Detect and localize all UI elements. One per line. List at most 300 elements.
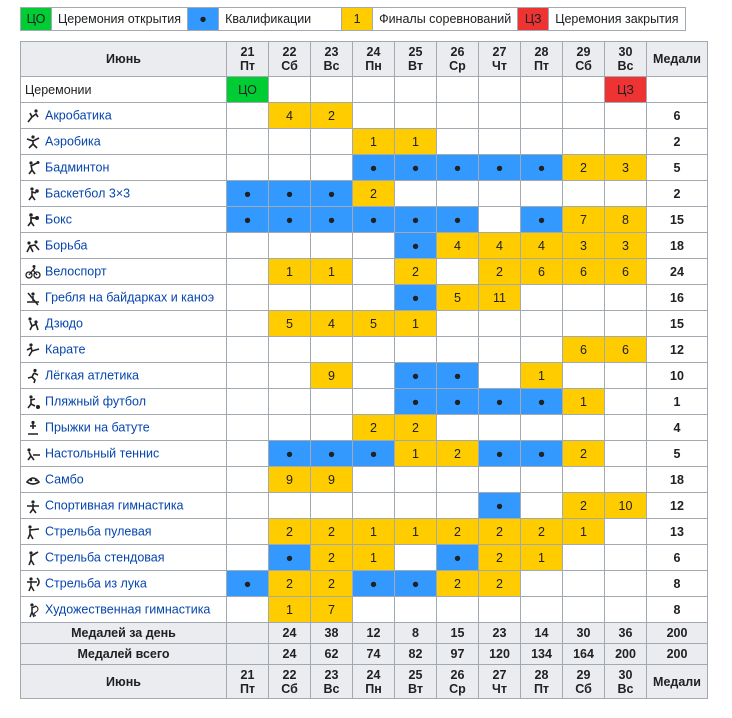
schedule-cell	[479, 207, 521, 233]
qualification-cell: ●	[395, 285, 437, 311]
sport-link[interactable]: Спортивная гимнастика	[45, 497, 184, 512]
sport-row	[21, 571, 708, 597]
sport-link[interactable]: Прыжки на батуте	[45, 419, 150, 434]
sport-name-cell	[21, 441, 227, 467]
qualification-cell: ●	[479, 441, 521, 467]
sport-name-cell	[21, 545, 227, 571]
sport-medals-total: 10	[647, 363, 708, 389]
schedule-cell	[437, 415, 479, 441]
ceremony-cell	[395, 77, 437, 103]
day-number: 25	[408, 45, 423, 59]
schedule-cell	[563, 285, 605, 311]
schedule-cell	[521, 103, 563, 129]
karate-icon	[25, 342, 41, 358]
schedule-cell	[227, 155, 269, 181]
schedule-cell	[353, 389, 395, 415]
final-cell: 4	[479, 233, 521, 259]
ceremony-medals-cell	[647, 77, 708, 103]
day-number: 23	[324, 45, 339, 59]
sport-medals-total: 15	[647, 207, 708, 233]
schedule-cell	[269, 129, 311, 155]
legend-opening-swatch: ЦО	[21, 8, 52, 31]
day-of-week: Пт	[533, 59, 550, 73]
final-cell: 1	[353, 519, 395, 545]
basketball-icon	[25, 186, 41, 202]
schedule-cell	[353, 363, 395, 389]
sport-medals-total: 6	[647, 545, 708, 571]
schedule-cell	[311, 493, 353, 519]
final-cell: 6	[521, 259, 563, 285]
final-cell: 2	[437, 571, 479, 597]
sambo-icon	[25, 472, 41, 488]
final-cell: 1	[395, 129, 437, 155]
legend-qualification-swatch: ●	[188, 8, 219, 31]
canoeing-icon	[25, 290, 41, 306]
day-of-week: Вс	[323, 681, 340, 696]
schedule-cell	[269, 155, 311, 181]
sport-row	[21, 545, 708, 571]
sport-link[interactable]: Самбо	[45, 471, 84, 486]
daily-medals-row-value: 23	[479, 623, 521, 644]
qualification-cell: ●	[269, 181, 311, 207]
final-cell: 4	[269, 103, 311, 129]
final-cell: 1	[395, 311, 437, 337]
schedule-cell	[605, 415, 647, 441]
final-cell: 10	[605, 493, 647, 519]
header-day-23	[311, 42, 353, 77]
final-cell: 2	[479, 545, 521, 571]
schedule-cell	[353, 285, 395, 311]
schedule-cell	[521, 337, 563, 363]
ceremony-cell	[311, 77, 353, 103]
ceremony-cell	[437, 77, 479, 103]
final-cell: 2	[395, 415, 437, 441]
final-cell: 1	[563, 389, 605, 415]
schedule-cell	[227, 311, 269, 337]
final-cell: 2	[479, 519, 521, 545]
footer-day-29	[563, 665, 605, 699]
day-of-week: Ср	[449, 59, 466, 73]
cumulative-medals-row-value: 74	[353, 644, 395, 665]
closing-ceremony-cell: ЦЗ	[605, 77, 647, 103]
qualification-cell: ●	[353, 155, 395, 181]
day-of-week: Чт	[492, 59, 507, 73]
schedule-cell	[269, 337, 311, 363]
schedule-cell	[437, 467, 479, 493]
final-cell: 2	[311, 545, 353, 571]
schedule-cell	[605, 311, 647, 337]
day-number: 28	[534, 667, 549, 682]
sport-link[interactable]: Баскетбол 3×3	[45, 185, 131, 200]
sport-link[interactable]: Стрельба из лука	[45, 575, 147, 590]
schedule-cell	[479, 467, 521, 493]
final-cell: 2	[563, 155, 605, 181]
schedule-cell	[563, 103, 605, 129]
footer-header-row	[21, 665, 708, 699]
schedule-cell	[479, 363, 521, 389]
schedule-cell	[269, 233, 311, 259]
sport-name-cell	[21, 103, 227, 129]
schedule-cell	[311, 233, 353, 259]
header-day-26	[437, 42, 479, 77]
schedule-cell	[521, 181, 563, 207]
qualification-cell: ●	[227, 207, 269, 233]
schedule-cell	[311, 129, 353, 155]
qualification-cell: ●	[521, 155, 563, 181]
day-number: 21	[240, 45, 255, 59]
day-of-week: Пт	[533, 681, 550, 696]
schedule-cell	[353, 467, 395, 493]
qualification-cell: ●	[437, 155, 479, 181]
final-cell: 5	[353, 311, 395, 337]
day-number: 29	[576, 667, 591, 682]
final-cell: 1	[353, 129, 395, 155]
shotgun-icon	[25, 550, 41, 566]
sport-row	[21, 181, 708, 207]
schedule-cell	[479, 129, 521, 155]
acrobatics-icon	[25, 108, 41, 124]
final-cell: 2	[311, 571, 353, 597]
day-number: 26	[450, 667, 465, 682]
final-cell: 1	[311, 259, 353, 285]
day-of-week: Сб	[281, 59, 298, 73]
day-number: 24	[366, 45, 381, 59]
qualification-cell: ●	[437, 363, 479, 389]
footer-day-23	[311, 665, 353, 699]
final-cell: 9	[311, 467, 353, 493]
gymnastics-icon	[25, 498, 41, 514]
qualification-cell: ●	[395, 363, 437, 389]
header-day-21	[227, 42, 269, 77]
rhythmic-gymnastics-icon	[25, 602, 41, 618]
day-of-week: Чт	[492, 681, 507, 696]
opening-ceremony-cell: ЦО	[227, 77, 269, 103]
schedule-cell	[605, 467, 647, 493]
schedule-cell	[521, 493, 563, 519]
schedule-cell	[311, 389, 353, 415]
final-cell: 9	[269, 467, 311, 493]
final-cell: 5	[269, 311, 311, 337]
final-cell: 4	[521, 233, 563, 259]
schedule-cell	[605, 597, 647, 623]
day-number: 23	[324, 667, 339, 682]
sport-row	[21, 155, 708, 181]
schedule-cell	[479, 597, 521, 623]
header-day-24	[353, 42, 395, 77]
day-of-week: Вс	[617, 681, 634, 696]
sport-name-cell	[21, 311, 227, 337]
qualification-cell: ●	[521, 207, 563, 233]
wrestling-icon	[25, 238, 41, 254]
day-number: 21	[240, 667, 255, 682]
qualification-cell: ●	[227, 181, 269, 207]
sport-link[interactable]: Аэробика	[45, 133, 101, 148]
footer-day-27	[479, 665, 521, 699]
aerobics-icon	[25, 134, 41, 150]
final-cell: 2	[563, 441, 605, 467]
qualification-cell: ●	[269, 441, 311, 467]
daily-medals-row-value: 30	[563, 623, 605, 644]
day-of-week: Пн	[365, 59, 382, 73]
final-cell: 3	[605, 155, 647, 181]
header-row	[21, 42, 708, 77]
sport-name-cell	[21, 129, 227, 155]
schedule-cell	[563, 571, 605, 597]
daily-medals-row-value: 24	[269, 623, 311, 644]
qualification-cell: ●	[395, 389, 437, 415]
schedule-table	[20, 41, 708, 699]
schedule-cell	[395, 103, 437, 129]
day-of-week: Пт	[239, 681, 256, 696]
schedule-cell	[395, 493, 437, 519]
final-cell: 2	[563, 493, 605, 519]
legend-final-swatch: 1	[342, 8, 373, 31]
sport-row	[21, 519, 708, 545]
sport-name-cell	[21, 207, 227, 233]
judo-icon	[25, 316, 41, 332]
daily-medals-row	[21, 623, 708, 644]
footer-day-24	[353, 665, 395, 699]
sport-row	[21, 389, 708, 415]
schedule-cell	[395, 597, 437, 623]
sport-link[interactable]: Бокс	[45, 211, 73, 226]
daily-medals-row-value: 38	[311, 623, 353, 644]
final-cell: 2	[395, 259, 437, 285]
qualification-cell: ●	[479, 155, 521, 181]
schedule-cell	[437, 493, 479, 519]
schedule-cell	[227, 337, 269, 363]
sport-link[interactable]: Художественная гимнастика	[45, 601, 211, 616]
header-medals-header: Медали	[647, 42, 708, 77]
schedule-cell	[227, 259, 269, 285]
daily-medals-row-value: 15	[437, 623, 479, 644]
schedule-cell	[437, 311, 479, 337]
sport-medals-total: 5	[647, 155, 708, 181]
day-number: 27	[492, 45, 507, 59]
cumulative-medals-row-value: 200	[605, 644, 647, 665]
header-day-25	[395, 42, 437, 77]
sport-row	[21, 285, 708, 311]
sport-medals-total: 13	[647, 519, 708, 545]
sport-link[interactable]: Дзюдо	[45, 315, 83, 330]
schedule-cell	[437, 259, 479, 285]
sport-link[interactable]: Борьба	[45, 237, 88, 252]
qualification-cell: ●	[311, 207, 353, 233]
sport-row	[21, 129, 708, 155]
final-cell: 4	[311, 311, 353, 337]
day-of-week: Ср	[449, 681, 466, 696]
schedule-cell	[437, 129, 479, 155]
schedule-cell	[269, 285, 311, 311]
sport-name-cell	[21, 519, 227, 545]
daily-medals-row-total: 200	[647, 623, 708, 644]
sport-link[interactable]: Стрельба стендовая	[45, 549, 165, 564]
qualification-cell: ●	[395, 207, 437, 233]
sport-link[interactable]: Гребля на байдарках и каноэ	[45, 289, 215, 304]
schedule-cell	[227, 545, 269, 571]
schedule-cell	[563, 467, 605, 493]
beach-soccer-icon	[25, 394, 41, 410]
sport-row	[21, 337, 708, 363]
cumulative-medals-row-label: Медалей всего	[21, 644, 227, 665]
sport-row	[21, 493, 708, 519]
ceremony-cell	[353, 77, 395, 103]
day-number: 26	[450, 45, 465, 59]
day-of-week: Вт	[408, 681, 423, 696]
final-cell: 1	[395, 441, 437, 467]
schedule-cell	[479, 337, 521, 363]
badminton-icon	[25, 160, 41, 176]
final-cell: 1	[269, 597, 311, 623]
final-cell: 1	[521, 363, 563, 389]
final-cell: 2	[437, 519, 479, 545]
schedule-cell	[227, 129, 269, 155]
final-cell: 9	[311, 363, 353, 389]
day-of-week: Сб	[281, 681, 298, 696]
final-cell: 2	[479, 259, 521, 285]
final-cell: 3	[563, 233, 605, 259]
day-number: 29	[576, 45, 591, 59]
sport-link[interactable]: Лёгкая атлетика	[45, 367, 140, 382]
schedule-cell	[521, 311, 563, 337]
final-cell: 2	[311, 103, 353, 129]
sport-name-cell	[21, 415, 227, 441]
legend	[20, 7, 686, 31]
footer-day-25	[395, 665, 437, 699]
qualification-cell: ●	[521, 441, 563, 467]
schedule-cell	[227, 441, 269, 467]
schedule-cell	[479, 103, 521, 129]
final-cell: 2	[437, 441, 479, 467]
ceremonies-label: Церемонии	[21, 77, 227, 103]
final-cell: 8	[605, 207, 647, 233]
schedule-cell	[437, 181, 479, 207]
schedule-cell	[605, 103, 647, 129]
schedule-cell	[311, 337, 353, 363]
header-day-30	[605, 42, 647, 77]
day-of-week: Пн	[365, 681, 382, 696]
sport-name-cell	[21, 363, 227, 389]
final-cell: 11	[479, 285, 521, 311]
sport-link[interactable]: Велоспорт	[45, 263, 107, 278]
sport-link[interactable]: Карате	[45, 341, 86, 356]
schedule-cell	[395, 181, 437, 207]
sport-link[interactable]: Акробатика	[45, 107, 112, 122]
ceremony-cell	[521, 77, 563, 103]
schedule-cell	[605, 519, 647, 545]
qualification-cell: ●	[269, 207, 311, 233]
daily-medals-row-value: 36	[605, 623, 647, 644]
qualification-cell: ●	[437, 545, 479, 571]
ceremony-cell	[479, 77, 521, 103]
daily-medals-row-label: Медалей за день	[21, 623, 227, 644]
month-header: Июнь	[21, 42, 227, 77]
qualification-cell: ●	[479, 389, 521, 415]
footer-month-header: Июнь	[21, 665, 227, 699]
qualification-cell: ●	[437, 207, 479, 233]
cumulative-medals-row-total: 200	[647, 644, 708, 665]
schedule-cell	[521, 129, 563, 155]
qualification-cell: ●	[353, 441, 395, 467]
final-cell: 6	[563, 337, 605, 363]
schedule-cell	[521, 467, 563, 493]
legend-closing-label: Церемония закрытия	[549, 8, 685, 31]
final-cell: 6	[605, 259, 647, 285]
day-number: 27	[492, 667, 507, 682]
schedule-cell	[521, 571, 563, 597]
schedule-cell	[227, 493, 269, 519]
final-cell: 2	[353, 415, 395, 441]
sport-medals-total: 6	[647, 103, 708, 129]
day-number: 28	[534, 45, 549, 59]
qualification-cell: ●	[395, 155, 437, 181]
sport-name-cell	[21, 181, 227, 207]
daily-medals-row-value: 12	[353, 623, 395, 644]
cumulative-medals-row-value: 120	[479, 644, 521, 665]
day-number: 22	[282, 667, 297, 682]
sport-link[interactable]: Стрельба пулевая	[45, 523, 152, 538]
sport-row	[21, 207, 708, 233]
cumulative-medals-row	[21, 644, 708, 665]
final-cell: 5	[437, 285, 479, 311]
schedule-cell	[605, 181, 647, 207]
qualification-cell: ●	[395, 571, 437, 597]
sport-row	[21, 259, 708, 285]
sport-row	[21, 415, 708, 441]
schedule-cell	[227, 233, 269, 259]
schedule-cell	[353, 493, 395, 519]
schedule-cell	[311, 155, 353, 181]
table-tennis-icon	[25, 446, 41, 462]
schedule-cell	[227, 415, 269, 441]
schedule-cell	[269, 363, 311, 389]
schedule-cell	[479, 415, 521, 441]
cumulative-medals-row-value: 164	[563, 644, 605, 665]
sport-medals-total: 18	[647, 467, 708, 493]
day-number: 30	[618, 45, 633, 59]
sport-link[interactable]: Пляжный футбол	[45, 393, 147, 408]
daily-medals-row-value: 8	[395, 623, 437, 644]
sport-name-cell	[21, 155, 227, 181]
day-number: 22	[282, 45, 297, 59]
final-cell: 3	[605, 233, 647, 259]
schedule-cell	[395, 545, 437, 571]
sport-row	[21, 363, 708, 389]
daily-medals-row-value	[227, 623, 269, 644]
sport-row	[21, 467, 708, 493]
sport-medals-total: 12	[647, 493, 708, 519]
qualification-cell: ●	[311, 441, 353, 467]
schedule-cell	[227, 597, 269, 623]
footer-medals-header: Медали	[647, 665, 708, 699]
sport-medals-total: 24	[647, 259, 708, 285]
schedule-cell	[311, 415, 353, 441]
sport-medals-total: 15	[647, 311, 708, 337]
schedule-cell	[521, 597, 563, 623]
sport-link[interactable]: Настольный теннис	[45, 445, 160, 460]
schedule-cell	[521, 415, 563, 441]
qualification-cell: ●	[227, 571, 269, 597]
sport-row	[21, 103, 708, 129]
footer-day-26	[437, 665, 479, 699]
qualification-cell: ●	[437, 389, 479, 415]
sport-link[interactable]: Бадминтон	[45, 159, 110, 174]
day-of-week: Пт	[239, 59, 256, 73]
sport-name-cell	[21, 467, 227, 493]
qualification-cell: ●	[479, 493, 521, 519]
schedule-cell	[479, 311, 521, 337]
schedule-cell	[269, 493, 311, 519]
